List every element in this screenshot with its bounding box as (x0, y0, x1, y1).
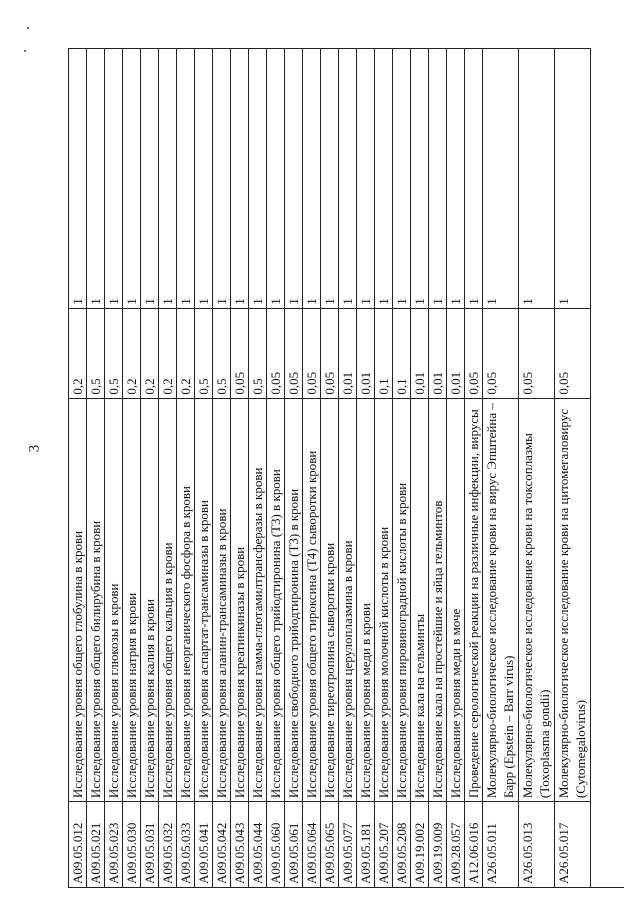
service-name-cell: Исследование уровня креатинкиназы в крови (231, 398, 248, 802)
frequency-cell: 0,05 (465, 308, 482, 398)
service-name-cell: Исследование уровня глюкозы в крови (105, 398, 122, 802)
table-row (69, 48, 87, 887)
service-code-cell: A09.05.031 (141, 801, 158, 887)
multiplicity-cell: 1 (87, 48, 104, 308)
service-code-cell: A09.05.061 (285, 801, 302, 887)
service-name-cell: Исследование уровня общего кальция в крови (159, 398, 176, 802)
service-code-cell: A09.05.030 (123, 801, 140, 887)
multiplicity-cell: 1 (411, 48, 428, 308)
service-code-cell: A09.05.041 (195, 801, 212, 887)
service-code-cell: A09.05.012 (69, 801, 86, 887)
service-name-cell: Исследование уровня общего тироксина (Т4) сыворотки крови (303, 398, 320, 802)
table-row (105, 48, 123, 887)
frequency-cell: 0,2 (159, 308, 176, 398)
frequency-cell: 0,01 (339, 308, 356, 398)
table-row (519, 48, 555, 887)
service-name-cell: Исследование уровня калия в крови (141, 398, 158, 802)
frequency-cell: 0,1 (393, 308, 410, 398)
service-code-cell: A09.19.002 (411, 801, 428, 887)
table-row (465, 48, 483, 887)
frequency-cell: 0,01 (357, 308, 374, 398)
multiplicity-cell: 1 (159, 48, 176, 308)
services-table (68, 48, 624, 888)
service-code-cell: A09.05.181 (357, 801, 374, 887)
service-code-cell: A09.05.207 (375, 801, 392, 887)
multiplicity-cell: 1 (375, 48, 392, 308)
service-code-cell: A09.05.033 (177, 801, 194, 887)
multiplicity-cell: 1 (429, 48, 446, 308)
multiplicity-cell: 1 (105, 48, 122, 308)
service-code-cell: A26.05.013 (519, 801, 554, 887)
multiplicity-cell: 1 (465, 48, 482, 308)
frequency-cell: 0,05 (267, 308, 284, 398)
service-code-cell: A26.05.017 (555, 801, 590, 887)
table-row (213, 48, 231, 887)
frequency-cell: 0,2 (141, 308, 158, 398)
frequency-cell: 0,5 (249, 308, 266, 398)
multiplicity-cell: 1 (357, 48, 374, 308)
service-code-cell: A09.28.057 (447, 801, 464, 887)
service-code-cell: A09.05.208 (393, 801, 410, 887)
table-row (321, 48, 339, 887)
table-row (285, 48, 303, 887)
service-name-cell: Исследование уровня общего глобулина в крови (69, 398, 86, 802)
service-name-cell: Исследование уровня гамма-глютамилтрансферазы в крови (249, 398, 266, 802)
frequency-cell: 0,05 (321, 308, 338, 398)
table-row (483, 48, 519, 887)
service-name-cell: Исследование уровня молочной кислоты в крови (375, 398, 392, 802)
page-number: 3 (26, 444, 43, 453)
frequency-cell: 0,1 (375, 308, 392, 398)
frequency-cell: 0,05 (285, 308, 302, 398)
scan-speck (24, 50, 26, 52)
table-row (303, 48, 321, 887)
service-code-cell: A09.19.009 (429, 801, 446, 887)
service-name-cell: Исследование уровня пировиноградной кислоты в крови (393, 398, 410, 802)
table-row (339, 48, 357, 887)
multiplicity-cell: 1 (393, 48, 410, 308)
table-row (375, 48, 393, 887)
frequency-cell: 0,05 (303, 308, 320, 398)
frequency-cell: 0,05 (519, 308, 554, 398)
table-row (195, 48, 213, 887)
service-name-cell: Исследование уровня натрия в крови (123, 398, 140, 802)
table-row (555, 48, 591, 887)
service-name-cell: Исследование уровня церулоплазмина в крови (339, 398, 356, 802)
service-code-cell: A09.05.064 (303, 801, 320, 887)
service-name-cell: Проведение серологической реакции на различные инфекции, вирусы (465, 398, 482, 802)
multiplicity-cell: 1 (213, 48, 230, 308)
service-code-cell: A12.06.016 (465, 801, 482, 887)
table-row (231, 48, 249, 887)
multiplicity-cell: 1 (303, 48, 320, 308)
multiplicity-cell: 1 (141, 48, 158, 308)
service-name-cell: Молекулярно-биологическое исследование крови на цитомегаловирус (Cytomegalovirus) (555, 398, 590, 802)
service-code-cell: A09.05.023 (105, 801, 122, 887)
frequency-cell: 0,01 (447, 308, 464, 398)
service-name-cell: Исследование уровня меди в моче (447, 398, 464, 802)
service-code-cell: A09.05.044 (249, 801, 266, 887)
service-code-cell: A09.05.065 (321, 801, 338, 887)
scan-speck (27, 27, 29, 29)
multiplicity-cell: 1 (69, 48, 86, 308)
service-name-cell: Молекулярно-биологическое исследование крови на токсоплазмы (Toxoplasma gondii) (519, 398, 554, 802)
frequency-cell: 0,2 (69, 308, 86, 398)
service-name-cell: Исследование уровня общего трийодтиронина (Т3) в крови (267, 398, 284, 802)
table-row (447, 48, 465, 887)
service-name-cell: Исследование свободного трийодтиронина (Т3) в крови (285, 398, 302, 802)
table-row (249, 48, 267, 887)
table-row (159, 48, 177, 887)
multiplicity-cell: 1 (519, 48, 554, 308)
multiplicity-cell: 1 (285, 48, 302, 308)
multiplicity-cell: 1 (321, 48, 338, 308)
frequency-cell: 0,5 (213, 308, 230, 398)
service-name-cell: Исследование уровня аланин-трансаминазы в крови (213, 398, 230, 802)
frequency-cell: 0,01 (429, 308, 446, 398)
service-code-cell: A26.05.011 (483, 801, 518, 887)
frequency-cell: 0,05 (231, 308, 248, 398)
table-row (411, 48, 429, 887)
multiplicity-cell: 1 (177, 48, 194, 308)
table-row (123, 48, 141, 887)
service-code-cell: A09.05.060 (267, 801, 284, 887)
table-row (267, 48, 285, 887)
service-code-cell: A09.05.032 (159, 801, 176, 887)
multiplicity-cell: 1 (195, 48, 212, 308)
service-code-cell: A09.05.077 (339, 801, 356, 887)
frequency-cell: 0,5 (87, 308, 104, 398)
frequency-cell: 0,05 (555, 308, 590, 398)
multiplicity-cell: 1 (267, 48, 284, 308)
frequency-cell: 0,5 (195, 308, 212, 398)
service-name-cell: Исследование уровня меди в крови (357, 398, 374, 802)
table-row (87, 48, 105, 887)
service-name-cell: Исследование уровня аспартат-трансаминазы в крови (195, 398, 212, 802)
multiplicity-cell: 1 (339, 48, 356, 308)
table-viewport (68, 48, 624, 888)
multiplicity-cell: 1 (231, 48, 248, 308)
service-name-cell: Исследование уровня общего билирубина в крови (87, 398, 104, 802)
table-row (429, 48, 447, 887)
table-row (177, 48, 195, 887)
frequency-cell: 0,2 (177, 308, 194, 398)
frequency-cell: 0,01 (411, 308, 428, 398)
service-name-cell: Молекулярно-биологическое исследование крови на вирус Эпштейна – Барр (Epstein – Barr virus) (483, 398, 518, 802)
table-row (357, 48, 375, 887)
service-code-cell: A09.05.043 (231, 801, 248, 887)
service-name-cell: Исследование тиреотропина сыворотки крови (321, 398, 338, 802)
frequency-cell: 0,5 (105, 308, 122, 398)
service-code-cell: A09.05.042 (213, 801, 230, 887)
frequency-cell: 0,2 (123, 308, 140, 398)
multiplicity-cell: 1 (555, 48, 590, 308)
multiplicity-cell: 1 (483, 48, 518, 308)
table-row (393, 48, 411, 887)
multiplicity-cell: 1 (447, 48, 464, 308)
frequency-cell: 0,05 (483, 308, 518, 398)
multiplicity-cell: 1 (249, 48, 266, 308)
service-name-cell: Исследование кала на гельминты (411, 398, 428, 802)
service-name-cell: Исследование уровня неорганического фосфора в крови (177, 398, 194, 802)
table-row (141, 48, 159, 887)
multiplicity-cell: 1 (123, 48, 140, 308)
service-code-cell: A09.05.021 (87, 801, 104, 887)
service-name-cell: Исследование кала на простейшие и яйца гельминтов (429, 398, 446, 802)
